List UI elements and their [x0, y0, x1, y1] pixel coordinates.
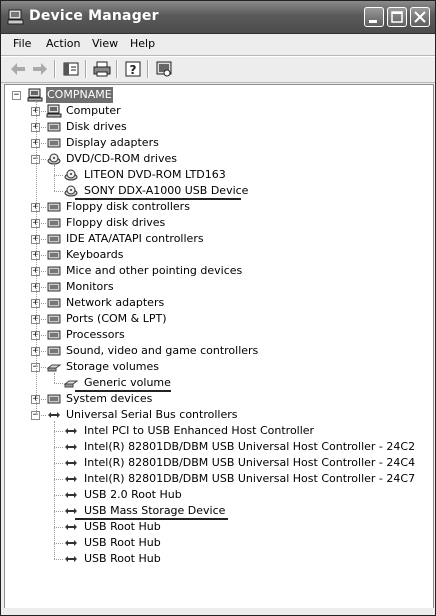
- disk-drive-icon: [46, 119, 62, 135]
- tree-branch-line: [54, 165, 55, 191]
- device-manager-icon: [7, 8, 25, 26]
- display-adapter-icon: [46, 135, 62, 151]
- tree-category[interactable]: Ports (COM & LPT): [66, 312, 167, 325]
- collapse-toggle[interactable]: −: [32, 154, 39, 164]
- close-icon: [411, 8, 429, 26]
- tree-device[interactable]: Intel(R) 82801DB/DBM USB Universal Host Controller - 24C7: [84, 472, 416, 485]
- tree-category[interactable]: Network adapters: [66, 296, 165, 309]
- scan-hardware-icon[interactable]: [154, 59, 174, 79]
- tree-category[interactable]: Storage volumes: [66, 360, 160, 373]
- back-icon[interactable]: [8, 59, 28, 79]
- tree-connector: [54, 527, 63, 528]
- expand-toggle[interactable]: +: [32, 202, 39, 212]
- tree-category[interactable]: Disk drives: [66, 120, 127, 133]
- minimize-button[interactable]: [364, 7, 384, 27]
- tree-category[interactable]: Keyboards: [66, 248, 124, 261]
- expand-toggle[interactable]: +: [32, 266, 39, 276]
- toolbar-separator: [54, 60, 56, 78]
- expand-toggle[interactable]: +: [32, 346, 39, 356]
- tree-category[interactable]: System devices: [66, 392, 153, 405]
- device-icon: [63, 535, 79, 551]
- tree-category[interactable]: Universal Serial Bus controllers: [66, 408, 238, 421]
- tree-category[interactable]: DVD/CD-ROM drives: [66, 152, 177, 165]
- print-icon[interactable]: [92, 59, 112, 79]
- computer-root-icon: [27, 87, 43, 103]
- floppy-controller-icon: [46, 199, 62, 215]
- tree-device[interactable]: Intel PCI to USB Enhanced Host Controller: [84, 424, 315, 437]
- tree-connector: [54, 463, 63, 464]
- floppy-drive-icon: [46, 215, 62, 231]
- device-icon: [63, 423, 79, 439]
- collapse-toggle[interactable]: −: [32, 410, 39, 420]
- tree-category[interactable]: Floppy disk controllers: [66, 200, 190, 213]
- network-adapter-icon: [46, 295, 62, 311]
- device-icon: [63, 375, 79, 391]
- tree-device[interactable]: Generic volume: [84, 376, 171, 389]
- tree-category[interactable]: Sound, video and game controllers: [66, 344, 259, 357]
- tree-connector: [54, 447, 63, 448]
- minimize-icon: [365, 8, 383, 26]
- expand-toggle[interactable]: +: [32, 314, 39, 324]
- device-icon: [63, 503, 79, 519]
- tree-device[interactable]: USB Root Hub: [84, 552, 161, 565]
- toolbar-divider: [1, 82, 435, 83]
- status-bar: [1, 608, 435, 615]
- forward-icon[interactable]: [30, 59, 50, 79]
- tree-connector: [54, 559, 63, 560]
- tree-connector: [54, 383, 63, 384]
- window-title: Device Manager: [29, 8, 159, 24]
- tree-connector: [54, 511, 63, 512]
- computer-icon: [46, 103, 62, 119]
- device-icon: [63, 551, 79, 567]
- menu-help[interactable]: Help: [130, 37, 156, 50]
- tree-device[interactable]: USB Mass Storage Device: [84, 504, 226, 517]
- port-icon: [46, 311, 62, 327]
- tree-device[interactable]: USB 2.0 Root Hub: [84, 488, 182, 501]
- tree-category[interactable]: Computer: [66, 104, 121, 117]
- tree-device[interactable]: USB Root Hub: [84, 520, 161, 533]
- collapse-toggle[interactable]: −: [13, 90, 20, 100]
- processor-icon: [46, 327, 62, 343]
- expand-toggle[interactable]: +: [32, 394, 39, 404]
- tree-connector: [54, 191, 63, 192]
- help-icon[interactable]: [123, 59, 143, 79]
- tree-connector: [54, 175, 63, 176]
- tree-branch-line: [54, 421, 55, 559]
- mouse-icon: [46, 263, 62, 279]
- expand-toggle[interactable]: +: [32, 250, 39, 260]
- tree-root-compname[interactable]: COMPNAME: [47, 88, 112, 101]
- expand-toggle[interactable]: +: [32, 234, 39, 244]
- tree-category[interactable]: Display adapters: [66, 136, 159, 149]
- device-icon: [63, 487, 79, 503]
- expand-toggle[interactable]: +: [32, 106, 39, 116]
- tree-connector: [54, 431, 63, 432]
- maximize-icon: [388, 8, 406, 26]
- tree-device[interactable]: Intel(R) 82801DB/DBM USB Universal Host Controller - 24C4: [84, 456, 416, 469]
- tree-category[interactable]: Processors: [66, 328, 125, 341]
- maximize-button[interactable]: [387, 7, 407, 27]
- keyboard-icon: [46, 247, 62, 263]
- properties-pane-icon[interactable]: [61, 59, 81, 79]
- device-icon: [63, 455, 79, 471]
- tree-device[interactable]: LITEON DVD-ROM LTD163: [84, 168, 226, 181]
- expand-toggle[interactable]: +: [32, 330, 39, 340]
- toolbar-separator: [147, 60, 149, 78]
- tree-connector: [54, 495, 63, 496]
- tree-branch-line: [36, 101, 37, 415]
- tree-device[interactable]: SONY DDX-A1000 USB Device: [84, 184, 249, 197]
- tree-device[interactable]: Intel(R) 82801DB/DBM USB Universal Host Controller - 24C2: [84, 440, 416, 453]
- toolbar-separator: [116, 60, 118, 78]
- device-icon: [63, 167, 79, 183]
- tree-device[interactable]: USB Root Hub: [84, 536, 161, 549]
- tree-branch-line: [54, 373, 55, 383]
- menu-action[interactable]: Action: [46, 37, 81, 50]
- system-device-icon: [46, 391, 62, 407]
- expand-toggle[interactable]: +: [32, 298, 39, 308]
- ide-controller-icon: [46, 231, 62, 247]
- device-icon: [63, 519, 79, 535]
- tree-category[interactable]: Monitors: [66, 280, 114, 293]
- tree-category[interactable]: IDE ATA/ATAPI controllers: [66, 232, 204, 245]
- close-button[interactable]: [410, 7, 430, 27]
- tree-connector: [54, 479, 63, 480]
- sound-icon: [46, 343, 62, 359]
- device-icon: [63, 471, 79, 487]
- tree-connector: [54, 543, 63, 544]
- expand-toggle[interactable]: +: [32, 282, 39, 292]
- device-tree[interactable]: [4, 84, 434, 609]
- tree-category[interactable]: Floppy disk drives: [66, 216, 166, 229]
- menu-file[interactable]: File: [13, 37, 32, 50]
- menu-view[interactable]: View: [92, 37, 119, 50]
- toolbar: [1, 57, 435, 81]
- device-icon: [63, 439, 79, 455]
- expand-toggle[interactable]: +: [32, 122, 39, 132]
- expand-toggle[interactable]: +: [32, 138, 39, 148]
- toolbar-separator: [85, 60, 87, 78]
- collapse-toggle[interactable]: −: [32, 362, 39, 372]
- svg-text:?: ?: [129, 63, 137, 77]
- monitor-icon: [46, 279, 62, 295]
- device-icon: [63, 183, 79, 199]
- title-bar[interactable]: [1, 1, 435, 34]
- expand-toggle[interactable]: +: [32, 218, 39, 228]
- tree-category[interactable]: Mice and other pointing devices: [66, 264, 243, 277]
- menu-bar: [1, 34, 435, 54]
